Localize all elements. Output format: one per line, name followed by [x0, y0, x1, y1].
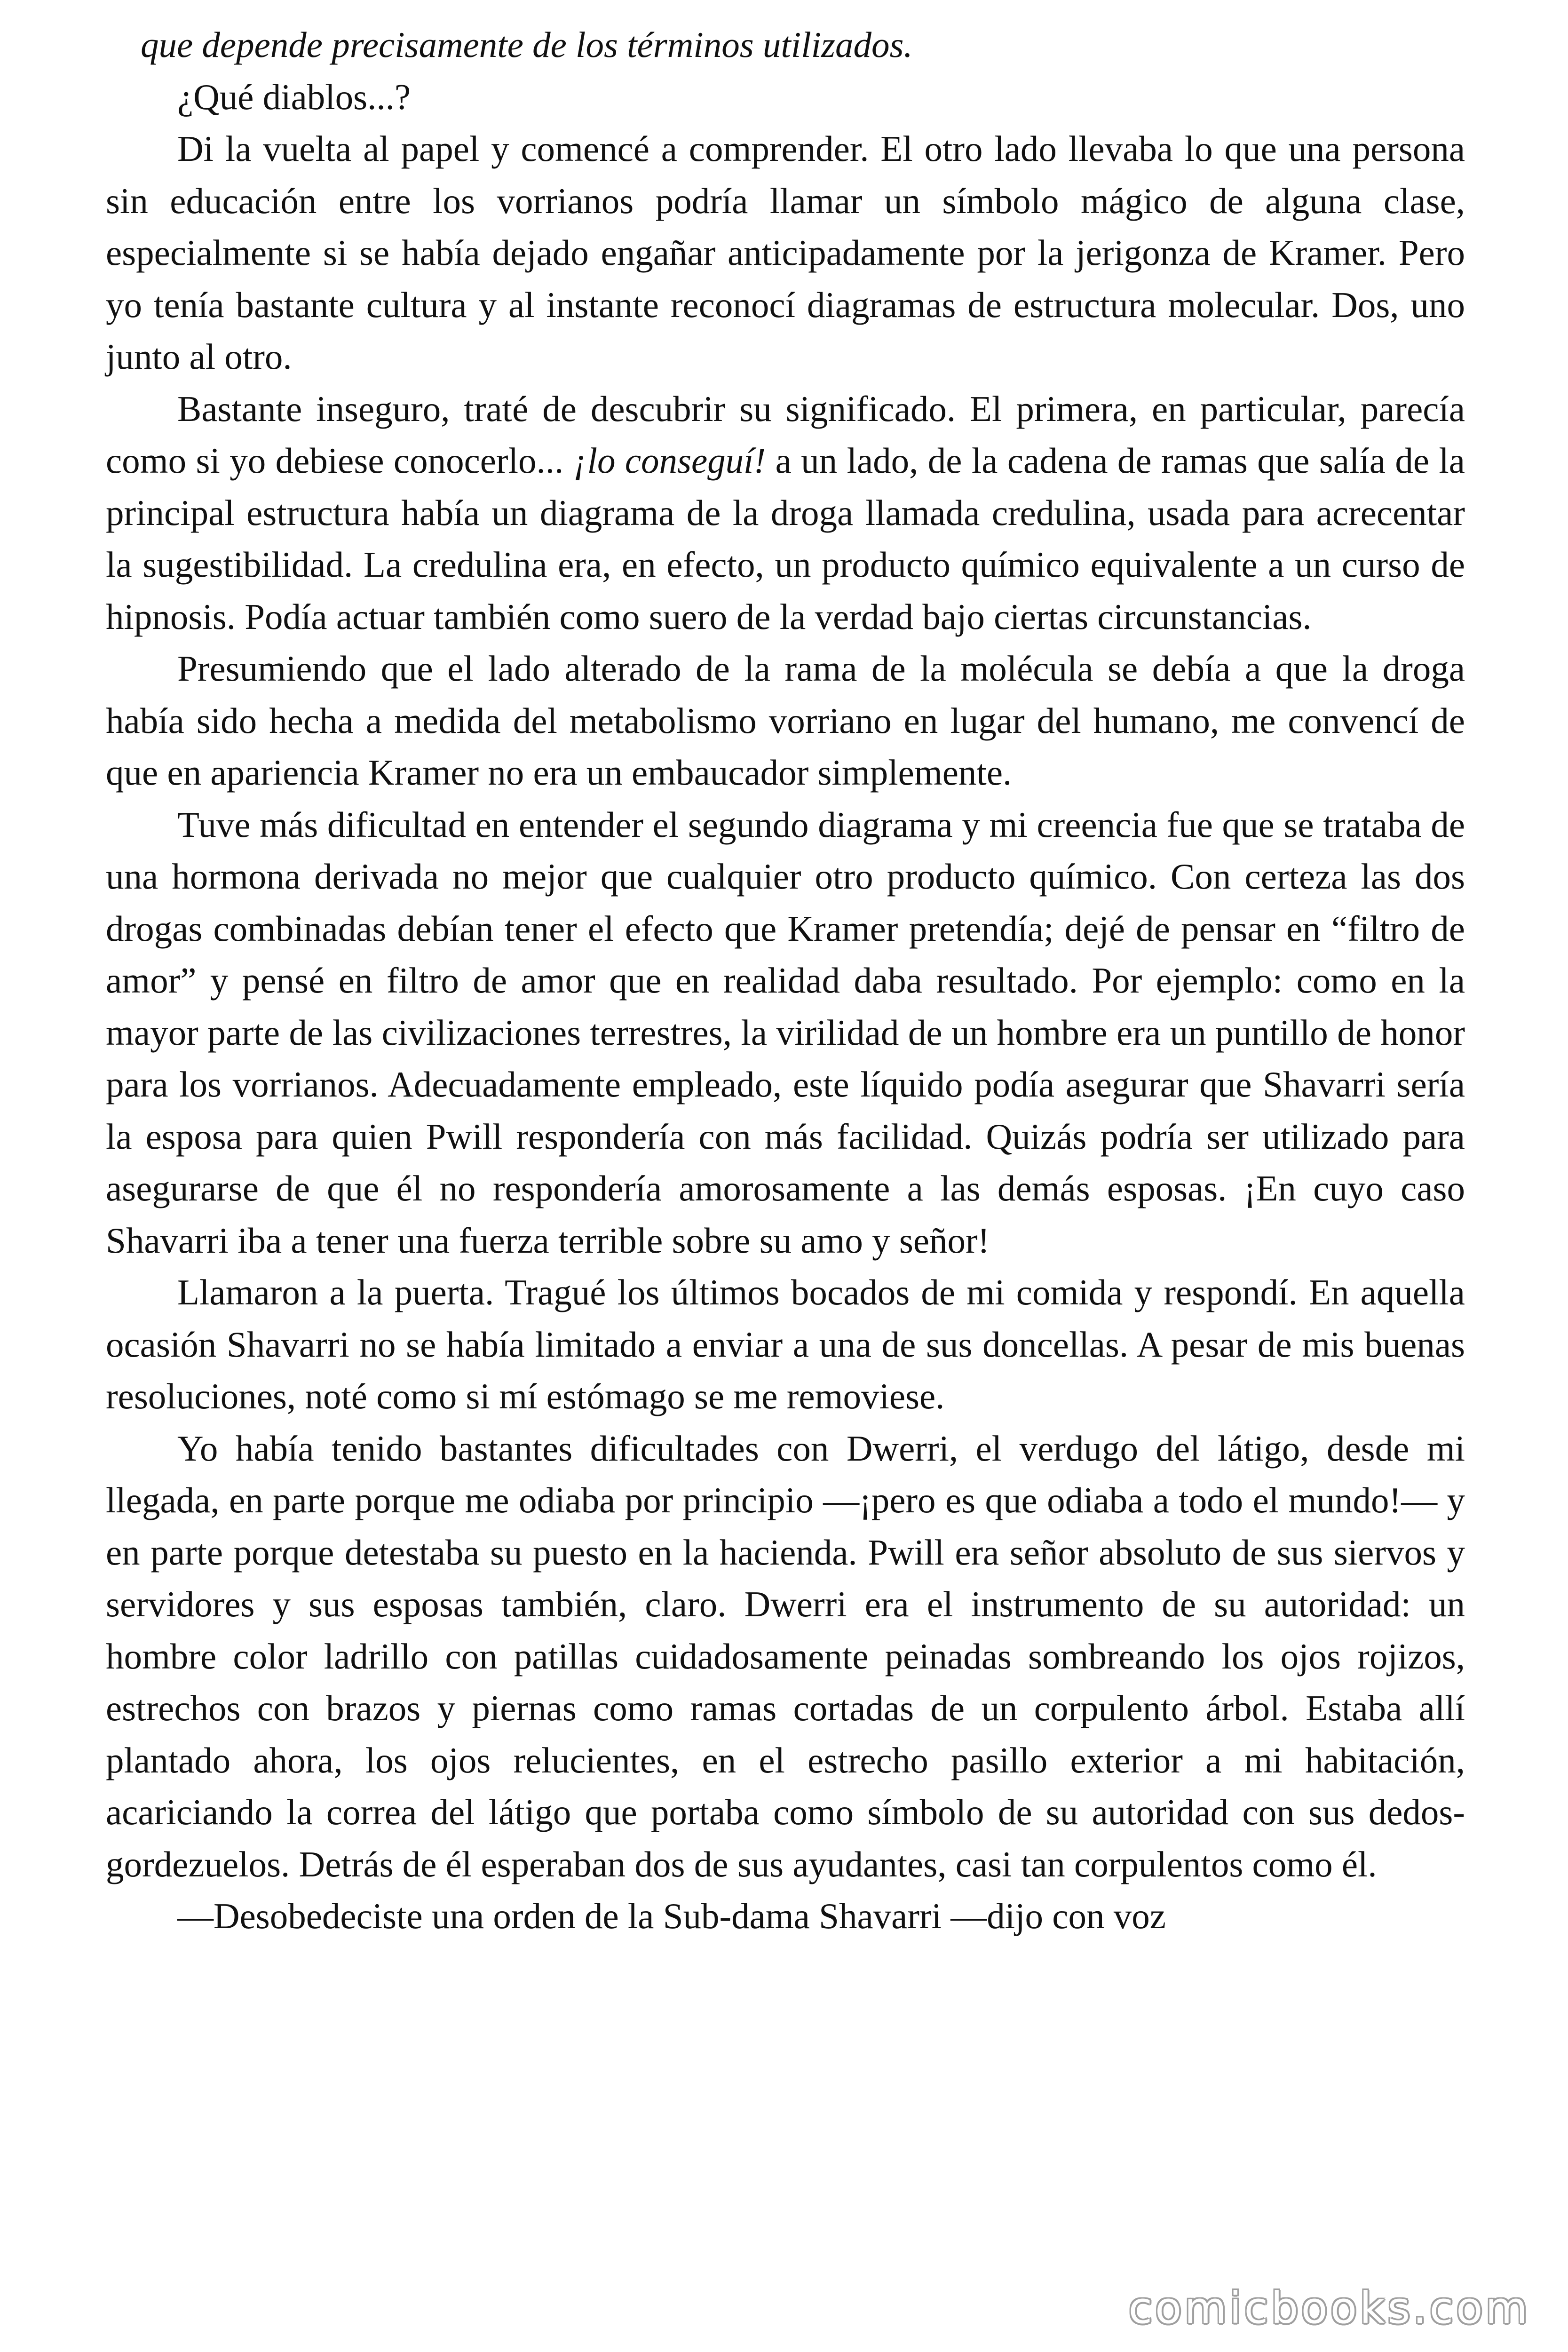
watermark-logo: comicbooks.com — [1128, 2283, 1530, 2333]
paragraph: Presumiendo que el lado alterado de la rama de la molécula se debía a que la droga había sido hecha a medida del metabolismo vorriano en lugar del humano, me convencí de que en apariencia Kramer no era un embaucador simplemente. — [106, 648, 1465, 793]
emphasized-text: ¡lo conseguí! — [573, 440, 766, 481]
paragraph-text: Bastante inseguro, traté de descubrir su significado. El primera, en particular, parecía como si yo debiese conocerlo... — [106, 388, 1465, 481]
paragraph-continuation: que depende precisamente de los términos utilizados. — [141, 24, 913, 65]
page-text — [106, 19, 1465, 1942]
paragraph-text: a un lado, de la cadena de ramas que salía de la principal estructura había un diagrama de la droga llamada credulina, usada para acrecentar la sugestibilidad. La credulina era, en efecto, un producto químico equivalente a un curso de hipnosis. Podía actuar también como suero de la verdad bajo ciertas circunstancias. — [106, 440, 1465, 637]
paragraph: Di la vuelta al papel y comencé a comprender. El otro lado llevaba lo que una persona sin educación entre los vorrianos podría llamar un símbolo mágico de alguna clase, especialmente si se había dejado engañar anticipadamente por la jerigonza de Kramer. Pero yo tenía bastante cultura y al instante reconocí diagramas de estructura molecular. Dos, uno junto al otro. — [106, 128, 1465, 377]
paragraph: —Desobedeciste una orden de la Sub-dama Shavarri —dijo con voz — [177, 1896, 1166, 1936]
paragraph: Llamaron a la puerta. Tragué los últimos bocados de mi comida y respondí. En aquella ocasión Shavarri no se había limitado a enviar a una de sus doncellas. A pesar de mis buenas resoluciones, noté como si mí estómago se me removiese. — [106, 1272, 1465, 1416]
paragraph: Yo había tenido bastantes dificultades con Dwerri, el verdugo del látigo, desde mi llegada, en parte porque me odiaba por principio —¡pero es que odiaba a todo el mundo!— y en parte porque detestaba su puesto en la hacienda. Pwill era señor absoluto de sus siervos y servidores y sus esposas también, claro. Dwerri era el instrumento de su autoridad: un hombre color ladrillo con patillas cuidadosamente peinadas sombreando los ojos rojizos, estrechos con brazos y piernas como ramas cortadas de un corpulento árbol. Estaba allí plantado ahora, los ojos relucientes, en el estrecho pasillo exterior a mi habitación, acariciando la correa del látigo que portaba como símbolo de su autoridad con sus dedos-gordezuelos. Detrás de él esperaban dos de sus ayudantes, casi tan corpulentos como él. — [106, 1428, 1465, 1884]
paragraph — [106, 383, 1465, 643]
paragraph: ¿Qué diablos...? — [177, 76, 411, 117]
paragraph: Tuve más dificultad en entender el segundo diagrama y mi creencia fue que se trataba de una hormona derivada no mejor que cualquier otro producto químico. Con certeza las dos drogas combinadas debían tener el efecto que Kramer pretendía; dejé de pensar en “filtro de amor” y pensé en filtro de amor que en realidad daba resultado. Por ejemplo: como en la mayor parte de las civilizaciones terrestres, la virilidad de un hombre era un puntillo de honor para los vorrianos. Adecuadamente empleado, este líquido podía asegurar que Shavarri sería la esposa para quien Pwill respondería con más facilidad. Quizás podría ser utilizado para asegurarse de que él no respondería amorosamente a las demás esposas. ¡En cuyo caso Shavarri iba a tener una fuerza terrible sobre su amo y señor! — [106, 804, 1465, 1261]
